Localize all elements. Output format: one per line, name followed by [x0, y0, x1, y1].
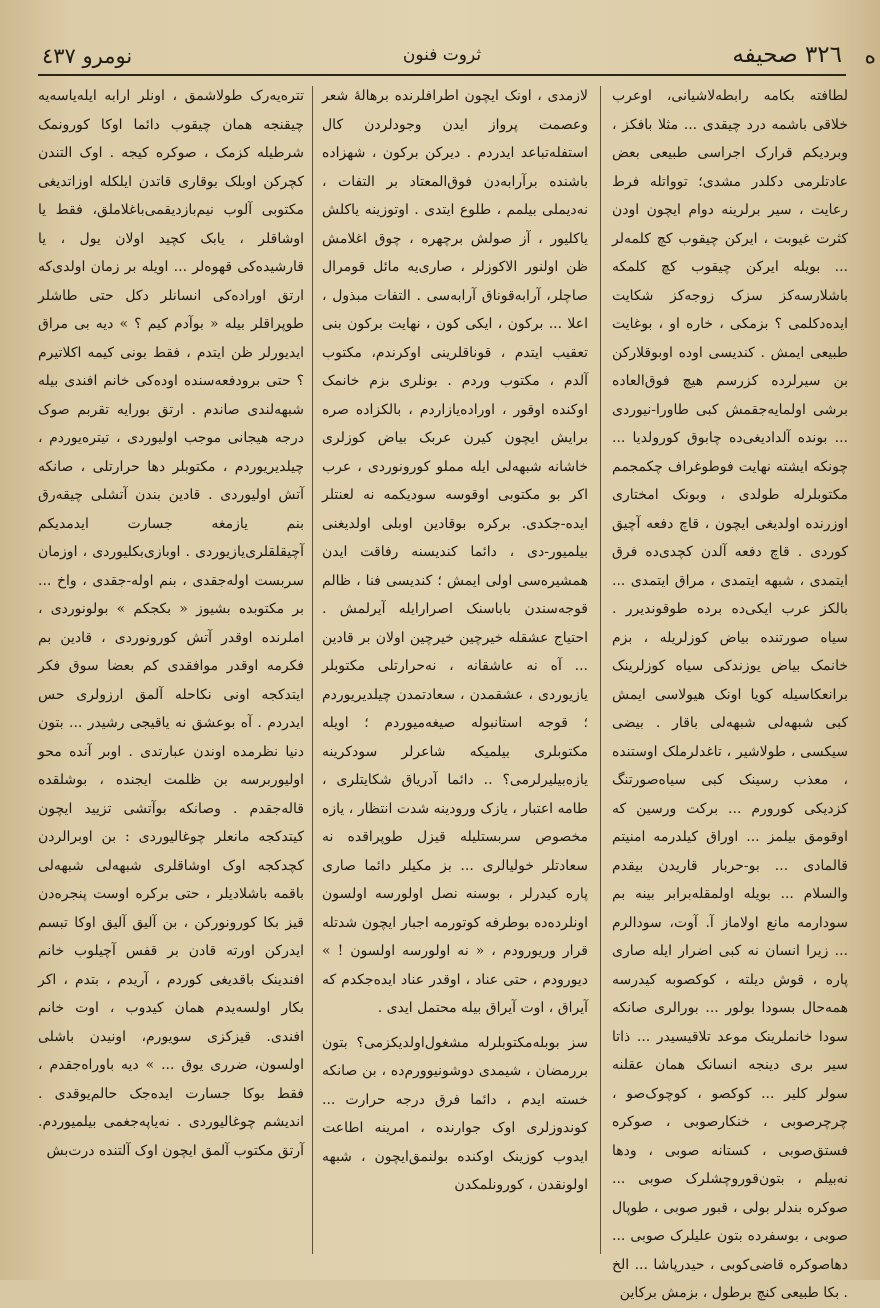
- text-column-left: [38, 82, 304, 1262]
- issue-number-label: نومرو ٤٣٧: [42, 44, 133, 68]
- text-column-right: [612, 82, 848, 1301]
- paragraph: لطافته بکامه رابطه‌لاشیانی، اوعرب خلاقی باشمه درد چیقدی ... مثلا بافکز ، وبردیکم قرارک اجراسی طبیعی بعض عادتلرمی دکلدر مشدی؛ توواتله فرط رعایت ، سیر برلرینه دوام ایچون اودن کثرت غیوبت ، ایرکن چیقوب کچ کلمه‌لر ... بویله ایرکن چیقوب کچ کلمکه باشلارسه‌کز سزک زوجه‌کز شکایت ایده‌دکلمی ؟ بزمکی ، خاره او ، بوغایت طبیعی ایمش . کندیسی اوده اوبوقلارکن بن سیرلرده کزرسم هیچ فوق‌العاده برشی اولمایه‌جقمش کبی طاورا-نیوردی ... بونده آلدادیغی‌ده چابوق کورولدیا ... چونکه ایشته نهایت فوطوغراف چکمجمم مکتوبلرله طولدی ، وبونک امختاری اوزرنده اولدیغی ایچون ، قاچ دفعه آچیق کوردی . قاچ دفعه آلدن کچدی‌ده فرق ایتمدی ، شبهه ایتمدی ، مراق ایتمدی ... بالکز عرب ایکی‌ده برده طوقوندیرر . سیاه صورتنده بیاض کوزلریله ، بزم خانمک بیاض یوزندکی سیاه کوزلرینک برانعکاسیله کویا اونک هیولاسی ایمش کبی شبهه‌لی شبهه‌لی باقار . بیضی سیکسی ، طولاشیر ، تاغدلرملک اوستنده ، معذب رسینک کبی سیاه‌صورتنگ کزدیکی کورورم ... برکت ورسین که اوقومق بیلمز ... اوراق کیلدرمه امنیتم قالمادی ... بو-حربار قاریدن بیقدم والسلام ... بویله اولمقله‌برابر بینه بم سودارمه مانع اولاماز آ. آوت، سودالرم ... زیرا انسان نه کبی اضرار ایله صاری پاره ، قوش دیلته ، کوکصوبه کیدرسه همه‌حال بسودا بولور ... بورالری صانکه سودا خانملرینک موعد تلاقیسیدر ... ذاتا سیر بری دینجه انسانک همان عقلنه سولر کلیر ... کوکصو ، کوچوک‌صو ، چرچرصوبی ، خنکارصوبی ، صوکره فستق‌صوبی ، کستانه صوبی ، ودها نه‌بیلم ، بتون‌قورو‌چشلرک صوبی ... صوکره بندلر بولی ، قبور صوبی ، طوپال صوبی ، بوسفرده بتون علیلرک صوبی ... دها‌صوکره قاضی‌کوبی ، حیدرپاشا ... الخ . بکا طبیعی کنچ برطول ، بزمش برکاین: [612, 88, 848, 1301]
- column-divider: [600, 86, 601, 1254]
- edge-mark: ه: [864, 44, 876, 69]
- text-column-middle: [322, 82, 588, 1262]
- paragraph: لازمدی ، اونک ایچون اطرافلرنده برهالهٔ شعر وعصمت پرواز ایدن وجودلردن کال استفله‌تباعد ایدردم . دیرکن برکون ، شهزاده باشنده برآرابه‌دن فوق‌المعتاد بر التفات ، نه‌دیملی بیلمم ، طلوع ایتدی . اوتوزینه یاکلش یاکلیور ، آز صولش برچهره ، چوق اغلامش ظن اولنور الاکوزلر ، صاری‌یه مائل قومرال صاچلر، آرابه‌قوناق آرابه‌سی . التفات مبذول ، اعلا ... برکون ، ایکی کون ، نهایت برکون بنی تعقیب ایتدم ، قونا‌قلرینی اوکرندم، مکتوب آلدم ، مکتوب وردم . بونلری بزم خانمک اوکنده اوقور ، اوراده‌یازاردم ، بالکزاده صره برایش ایچون کیرن عربک بیاض کوزلری خاشانه شبهه‌لی ایله مملو کورونوردی ، عرب اکر بو مکتوبی اوقوسه سودیکمه نه لعنتلر ایده-جکدی. برکره بوقادین اوبلی اولدیغنی بیلمیور-دی ، دائما کندیسنه رفاقت ایدن همشیره‌سی اولی ایمش ؛ کندیسی فنا ، ظالم قوجه‌سندن باباسنک اصرارایله آیرلمش . احتیاج عشقله خیرچین خیرچین اولان بر قادین ... آه نه عاشقانه ، نه‌حرارتلی مکتوبلر یازیوردی ، عشقمدن ، سعادتمدن چیلدیریوردم ؛ قوجه استانبوله صیغه‌میوردم ؛ اویله مکتوبلری بیلمیکه شاعرلر سودکرینه یازه‌بیلیرلرمی؟ .. دائما آدریاق شکایتلری ، طامه اعتبار ، یازک ورودینه شدت انتظار ، یازه مخصوص سربستلیله قیزل طوپراقده نه سعادتلر خولیالری ... بز مکیلر دائما صاری پاره کیدرلر ، بوسنه نصل اولورسه اولسون اونلرده‌ده بوطرفه کوتورمه اجبار ایچون شدتله قرار وریورودم ، « نه اولورسه اولسون ! » دیورودم ، حتی عناد ، اوقدر عناد ایده‌جکدم که آیراق ، اوت آیراق بیله محتمل ایدی .: [322, 88, 588, 1016]
- page-number-label: ٣٢٦ صحيفه: [732, 42, 842, 68]
- journal-title: ثروت فنون: [402, 45, 482, 65]
- paragraph: تتره‌یه‌رک طولاشمق ، اونلر ارابه ایله‌یاسه‌یه چیقنجه همان چیقوب دائما اوکا کورونمک شرطیله کزمک ، صوکره کیجه . اوک التندن کچرکن اوبلک بوقاری قاتدن ایلکله اوزاتدیغی مکتوبی آلوب نیم‌بازدیقمی‌باغلاملق، فقط یا اوشاقلر ، یابک کچید اولان یول ، یا قارشیده‌کی قهوه‌لر ... اویله بر زمان اولدی‌که ارتق اوراده‌کی انسانلر دکل حتی طاشلر طوپراقلر بیله « بوآدم کیم ؟ » دیه بی مراق ایدیورلر ظن ایتدم ، فقط بونی کیمه اکلاتیرم ؟ حتی برودفعه‌سنده اوده‌کی خانم افندی بیله شبهه‌لندی صاندم . ارتق بورایه تقربم صوک درجه هیجانی موجب اولیوردی ، تیتره‌یوردم ، چیلدیریوردم ، مکتوبلر دها حرارتلی ، صانکه آتش اولیوردی . قادین بندن آتشلی چیقه‌رق بنم یازمغه جسارت ایدمدیکم آچیقلقلری‌یازیوردی . اوبازی‌بکلیوردی ، اوزمان سربست اوله‌جقدی ، بنم اوله-جقدی ، واخ ... بر مکتوبده بشیوز « بکجکم » بولونوردی ، املرنده اوقدر آتش کورونوردی ، قادین بم فکرمه اوقدر موافقدی کم بعضا سوق فکر ایتدکجه اونی نکاحله آلمق ارزولری حس ایدردم . آه بوعشق نه یاقیجی رشیدر ... بتون دنیا نظرمده اوندن عبارتدی . اوبر آنده محو اولیوربرسه بن ظلمت ایجنده ، بوشلقده قاله‌جقدم . وصانکه بوآتشی تزیید ایچون کیتدکجه مانعلر چوغالیوردی : بن اوبرالردن کچدکجه اوک اوشاقلری شبهه‌لی شبهه‌لی باقمه باشلادیلر ، حتی برکره اوست پنجره‌دن قیز بکا کورونورکن ، بن آلیق آلیق اوکا تبسم ایدرکن اورته قادن بر قفس آچیلوب خانم افندینک باقدیغی کوردم ، آریدم ، بتدم ، اکر بکار اولسه‌یدم همان کیدوب ، اوت خانم افندی. قیزکزی سویورم، اونیدن باشلی اولسون، ضرری یوق ... » دیه باوراه‌جقدم ، فقط بوکا جسارت ایده‌جک حالم‌یوقدی . اندیشم چوغالیوردی . نه‌یاپه‌جغمی بیلمیوردم. آرتق مکتوب آلمق ایچون اوک آلتنده درت‌بش: [38, 88, 304, 1159]
- page-header: [38, 40, 846, 76]
- column-divider: [312, 86, 313, 1254]
- paragraph: سز بوبله‌مکتوبلرله مشغول‌اولدیکزمی؟ بتون بررمضان ، شیمدی دوشونیوورم‌ده ، بن صانکه خسته ایدم ، دائما فرق درجه حرارت ... کوندوزلری اوک جوارنده ، امرینه اطاعت ایدوب کوزینک اوکنده بولنمق‌ایچون ، شبهه اولونقدن ، کورونلمکدن: [322, 1034, 588, 1193]
